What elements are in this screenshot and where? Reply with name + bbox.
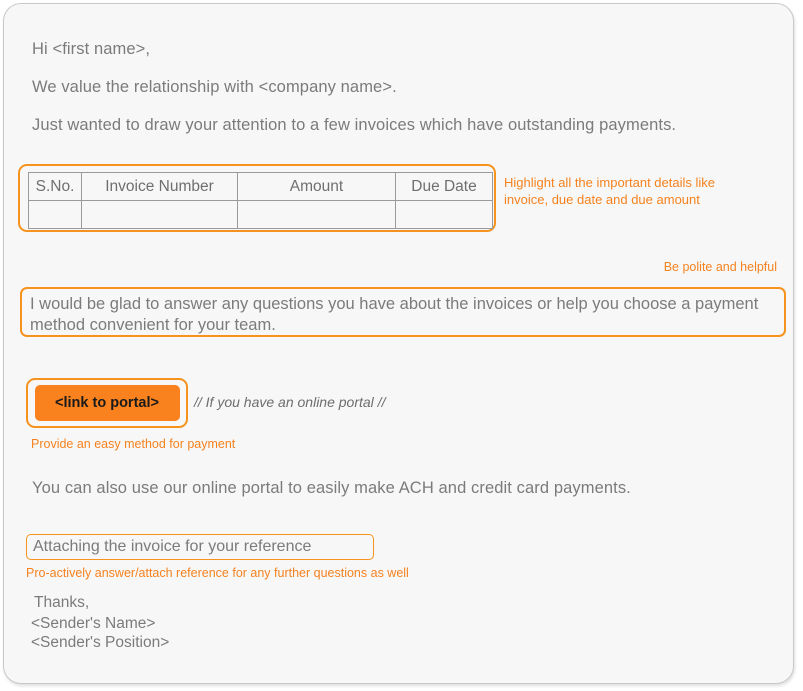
- signature-name: <Sender's Name>: [31, 615, 156, 632]
- offer-help-paragraph-box: I would be glad to answer any questions you have about the invoices or help you choose a payment method convenient for your team.: [20, 287, 786, 337]
- cell-sno[interactable]: [29, 201, 82, 229]
- invoice-table: [28, 172, 493, 229]
- column-header-invoice-number: Invoice Number: [82, 173, 238, 201]
- cell-due-date[interactable]: [396, 201, 493, 229]
- table-row: [29, 201, 493, 229]
- email-template-card: [3, 3, 794, 684]
- table-header-row: [29, 173, 493, 201]
- column-header-amount: Amount: [238, 173, 396, 201]
- annotation-easy-payment: Provide an easy method for payment: [31, 437, 236, 451]
- portal-button-highlight-box: [26, 378, 188, 428]
- column-header-sno: S.No.: [29, 173, 82, 201]
- cell-invoice-number[interactable]: [82, 201, 238, 229]
- invoice-table-highlight-box: [18, 164, 496, 232]
- attachment-note-box: Attaching the invoice for your reference: [26, 534, 374, 560]
- annotation-be-polite: Be polite and helpful: [663, 260, 777, 274]
- relationship-line: We value the relationship with <company name>.: [32, 78, 397, 96]
- greeting-line: Hi <first name>,: [32, 40, 151, 58]
- signature-closing: Thanks,: [34, 594, 90, 611]
- online-portal-line: You can also use our online portal to easily make ACH and credit card payments.: [32, 479, 631, 497]
- signature-position: <Sender's Position>: [31, 634, 170, 651]
- cell-amount[interactable]: [238, 201, 396, 229]
- intro-line: Just wanted to draw your attention to a few invoices which have outstanding payments.: [32, 116, 677, 134]
- column-header-due-date: Due Date: [396, 173, 493, 201]
- annotation-proactive-answer: Pro-actively answer/attach reference for any further questions as well: [26, 566, 409, 580]
- portal-link-button[interactable]: <link to portal>: [35, 385, 180, 421]
- annotation-highlight-details: Highlight all the important details like invoice, due date and due amount: [504, 175, 715, 207]
- portal-button-note: // If you have an online portal //: [194, 394, 386, 410]
